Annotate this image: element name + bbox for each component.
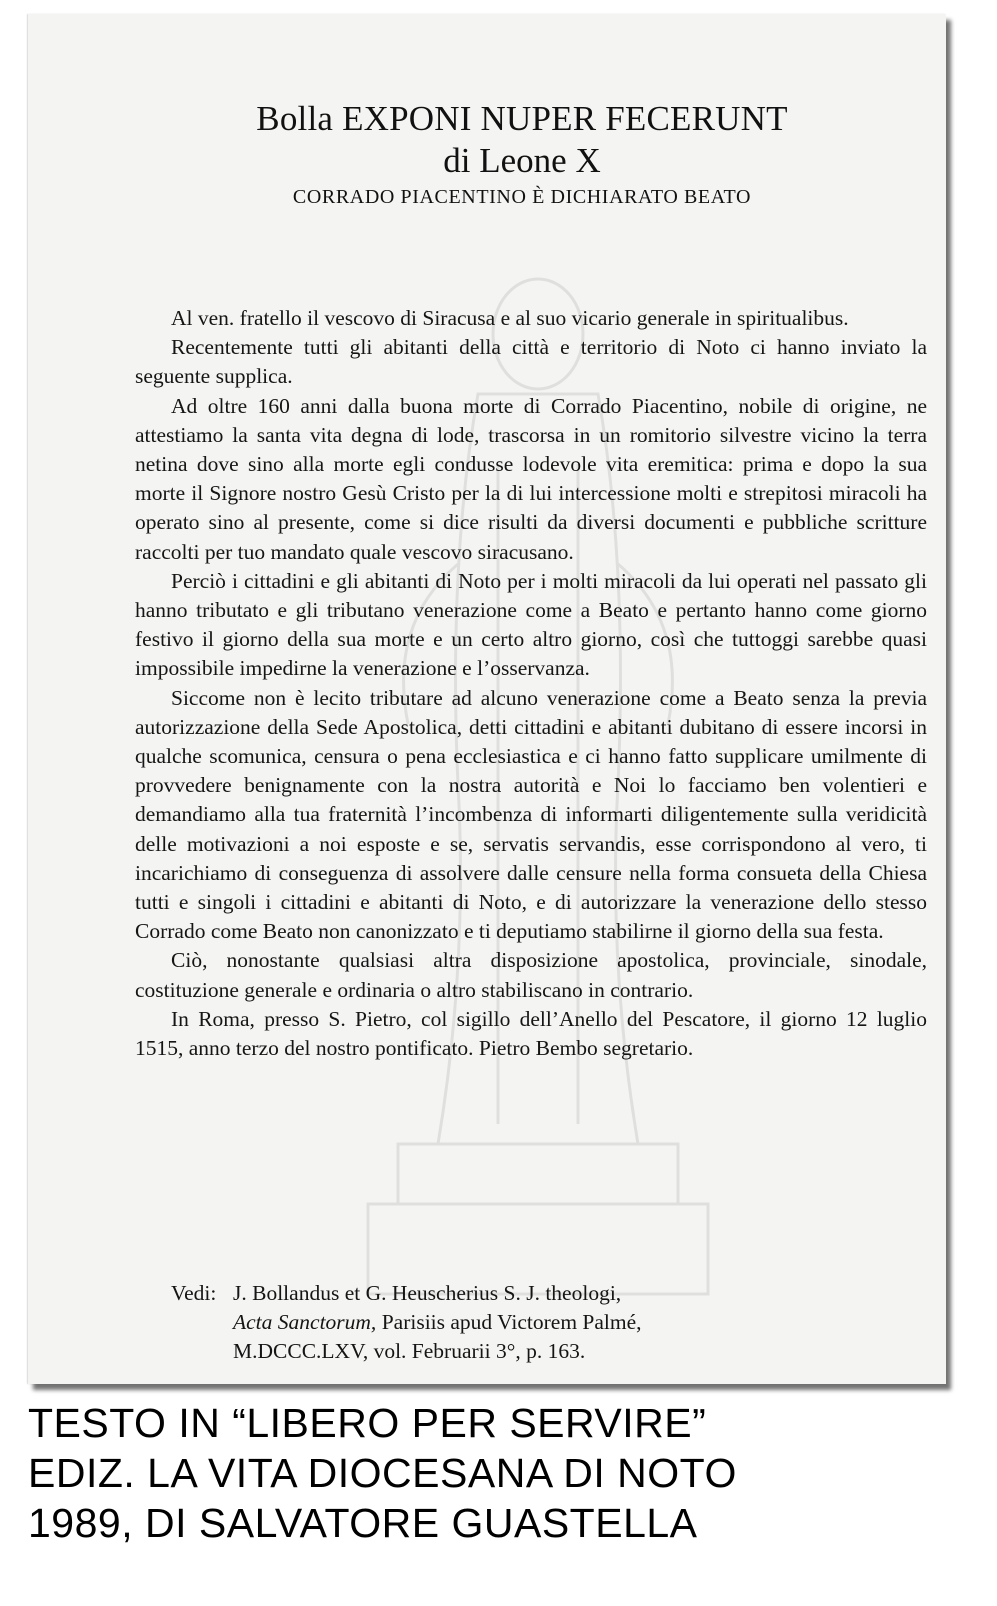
source-line-title — [233, 1308, 642, 1337]
document-title-author: di Leone X — [443, 141, 601, 180]
paragraph-petition: Recentemente tutti gli abitanti della città e territorio di Noto ci hanno inviato la seguente supplica. — [135, 335, 927, 389]
scanned-page — [28, 14, 946, 1384]
source-publisher: Parisiis apud Victorem Palmé, — [376, 1310, 642, 1334]
sources-label: Vedi: — [171, 1281, 217, 1305]
sources-reference — [171, 1279, 871, 1366]
paragraph-veneration: Perciò i cittadini e gli abitanti di Noto per i molti miracoli da lui operati nel passato gli hanno tributato e gli tributano venerazione come a Beato e pertanto hanno come giorno festivo il giorno della sua morte e un certo altro giorno, così che tuttoggi sarebbe quasi impossibile impedirne la venerazione e l’osservanza. — [135, 568, 927, 681]
source-title-italic: Acta Sanctorum, — [233, 1310, 377, 1334]
image-caption — [28, 1398, 968, 1548]
paragraph-notwithstanding: Ciò, nonostante qualsiasi altra disposizione apostolica, provinciale, sinodale, costituzione generale e ordinaria o altro stabiliscano in contrario. — [135, 948, 927, 1002]
document-title-block — [28, 98, 946, 212]
caption-line-3: 1989, DI SALVATORE GUASTELLA — [28, 1500, 698, 1546]
document-title: Bolla EXPONI NUPER FECERUNT — [256, 99, 788, 138]
caption-line-2: EDIZ. LA VITA DIOCESANA DI NOTO — [28, 1450, 737, 1496]
paragraph-authorization: Siccome non è lecito tributare ad alcuno venerazione come a Beato senza la previa autorizzazione della Sede Apostolica, detti cittadini e abitanti dubitano di essere incorsi in qualche scomunica, censura o pena ecclesiastica e ci hanno fatto supplicare umilmente di provvedere benignamente con la nostra autorità e Noi lo facciamo ben volentieri e demandiamo alla tua fraternità l’incombenza di informarti diligentemente sulla veridicità delle motivazioni a noi esposte e se, servatis servandis, esse corrispondono al vero, ti incarichiamo di conseguenza di assolvere dalle censure nella forma consueta della Chiesa tutti e singoli i cittadini e abitanti di Noto, e di autorizzare la venerazione dello stesso Corrado come Beato non canonizzato e ti deputiamo stabilirne il giorno della sua festa. — [135, 685, 927, 944]
caption-line-1: TESTO IN “LIBERO PER SERVIRE” — [28, 1400, 707, 1446]
paragraph-address: Al ven. fratello il vescovo di Siracusa e al suo vicario generale in spiritualibus. — [171, 306, 849, 330]
bull-text-body — [135, 304, 927, 1063]
source-line-volume: M.DCCC.LXV, vol. Februarii 3°, p. 163. — [233, 1339, 586, 1363]
document-subtitle: CORRADO PIACENTINO È DICHIARATO BEATO — [292, 186, 752, 208]
paragraph-signature: In Roma, presso S. Pietro, col sigillo dell’Anello del Pescatore, il giorno 12 luglio 1515, anno terzo del nostro pontificato. Pietro Bembo segretario. — [135, 1006, 927, 1061]
source-line-authors: J. Bollandus et G. Heuscherius S. J. theologi, — [233, 1281, 622, 1305]
paragraph-corrado-life: Ad oltre 160 anni dalla buona morte di Corrado Piacentino, nobile di origine, ne attestiamo la santa vita degna di lode, trascorsa in un romitorio silvestre vicino la terra netina dove sino alla morte egli condusse lodevole vita eremitica: prima e dopo la sua morte il Signore nostro Gesù Cristo per la di lui intercessione molti e strepitosi miracoli ha operato sino al presente, come si dice risulti da diversi documenti e pubbliche scritture raccolti per tuo mandato quale vescovo siracusano. — [135, 393, 927, 564]
